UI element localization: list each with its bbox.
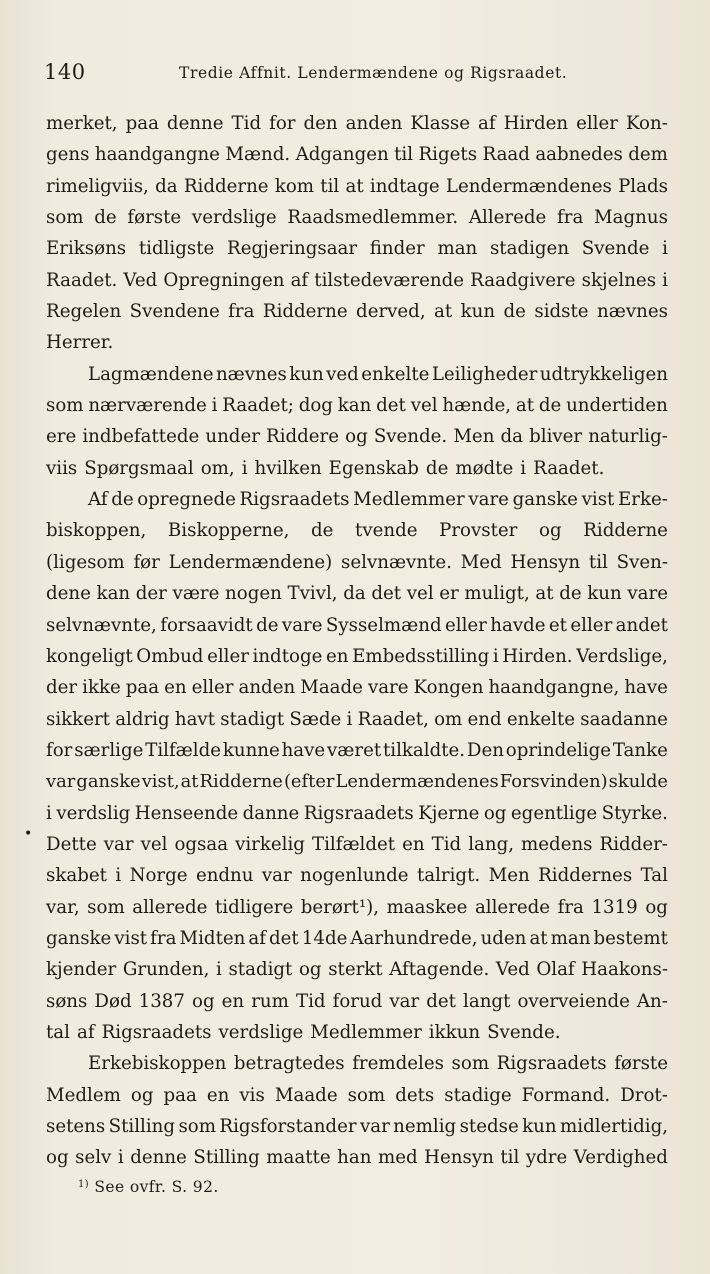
text-line: ere indbefattede under Riddere og Svende. Men da bliver naturlig-	[46, 426, 668, 448]
text-line: viis Spørgsmaal om, i hvilken Egenskab de mødte i Raadet.	[46, 457, 605, 479]
text-line: Raadet. Ved Opregningen af tilstedeværende Raadgivere skjelnes i	[46, 269, 668, 291]
text-line: merket, paa denne Tid for den anden Klasse af Hirden eller Kon-	[46, 113, 668, 134]
text-line: i verdslig Henseende danne Rigsraadets Kjerne og egentlige Styrke.	[46, 802, 668, 824]
text-line: Medlem og paa en vis Maade som dets stadige Formand. Drot-	[46, 1084, 668, 1106]
text-line: Af de opregnede Rigsraadets Medlemmer vare ganske vist Erke-	[88, 489, 668, 511]
running-title: Tredie Affnit. Lendermændene og Rigsraadet.	[179, 64, 568, 82]
text-line: søns Død 1387 og en rum Tid forud var det langt overveiende An-	[46, 990, 668, 1012]
margin-mark: •	[24, 826, 33, 842]
text-line: Herrer.	[46, 332, 114, 354]
text-line: tal af Rigsraadets verdslige Medlemmer ikkun Svende.	[46, 1021, 561, 1043]
text-line: Eriksøns tidligste Regjeringsaar finder man stadigen Svende i	[46, 238, 668, 260]
text-line: som nærværende i Raadet; dog kan det vel hænde, at de undertiden	[46, 395, 668, 417]
text-line: for særlige Tilfælde kunne have været tilkaldte. Den oprindelige Tanke	[46, 739, 668, 761]
text-line: der ikke paa en eller anden Maade vare Kongen haandgangne, have	[46, 677, 668, 699]
text-line: Regelen Svendene fra Ridderne derved, at kun de sidste nævnes	[46, 301, 668, 323]
footnote-text: See ovfr. S. 92.	[94, 1178, 219, 1196]
text-line: dene kan der være nogen Tvivl, da det vel er muligt, at de kun vare	[46, 583, 668, 605]
text-line: (ligesom før Lendermændene) selvnævnte. Med Hensyn til Sven-	[46, 551, 668, 573]
text-line: gens haandgangne Mænd. Adgangen til Rigets Raad aabnedes dem	[46, 144, 668, 166]
text-line: Dette var vel ogsaa virkelig Tilfældet en Tid lang, medens Ridder-	[46, 833, 668, 855]
text-line: Erkebiskoppen betragtedes fremdeles som Rigsraadets første	[88, 1053, 668, 1075]
body-text	[46, 108, 668, 1174]
text-line: var, som allerede tidligere berørt¹), maaskee allerede fra 1319 og	[46, 896, 668, 918]
footnote	[78, 1178, 219, 1196]
text-line: sikkert aldrig havt stadigt Sæde i Raadet, om end enkelte saadanne	[46, 708, 668, 730]
text-line: rimeligviis, da Ridderne kom til at indtage Lendermændenes Plads	[46, 175, 668, 197]
footnote-marker: 1)	[78, 1179, 90, 1190]
text-line: ganske vist fra Midten af det 14de Aarhundrede, uden at man bestemt	[46, 927, 668, 949]
text-line: var ganske vist, at Ridderne (efter Lendermændenes Forsvinden) skulde	[46, 771, 668, 793]
text-line: selvnævnte, forsaavidt de vare Sysselmænd eller havde et eller andet	[46, 614, 668, 636]
text-line: skabet i Norge endnu var nogenlunde talrigt. Men Riddernes Tal	[46, 865, 668, 887]
page-number: 140	[44, 60, 86, 84]
text-line: setens Stilling som Rigsforstander var nemlig stedse kun midlertidig,	[46, 1116, 668, 1137]
text-line: som de første verdslige Raadsmedlemmer. Allerede fra Magnus	[46, 207, 668, 229]
text-line: kjender Grunden, i stadigt og sterkt Aftagende. Ved Olaf Haakons-	[46, 959, 668, 981]
text-line: biskoppen, Biskopperne, de tvende Provster og Ridderne	[46, 520, 668, 542]
text-line: Lagmændene nævnes kun ved enkelte Leiligheder udtrykkeligen	[88, 363, 668, 385]
text-line: og selv i denne Stilling maatte han med Hensyn til ydre Verdighed	[46, 1147, 668, 1169]
text-line: kongeligt Ombud eller indtoge en Embedsstilling i Hirden. Verdslige,	[46, 645, 668, 667]
page-header	[44, 60, 670, 88]
